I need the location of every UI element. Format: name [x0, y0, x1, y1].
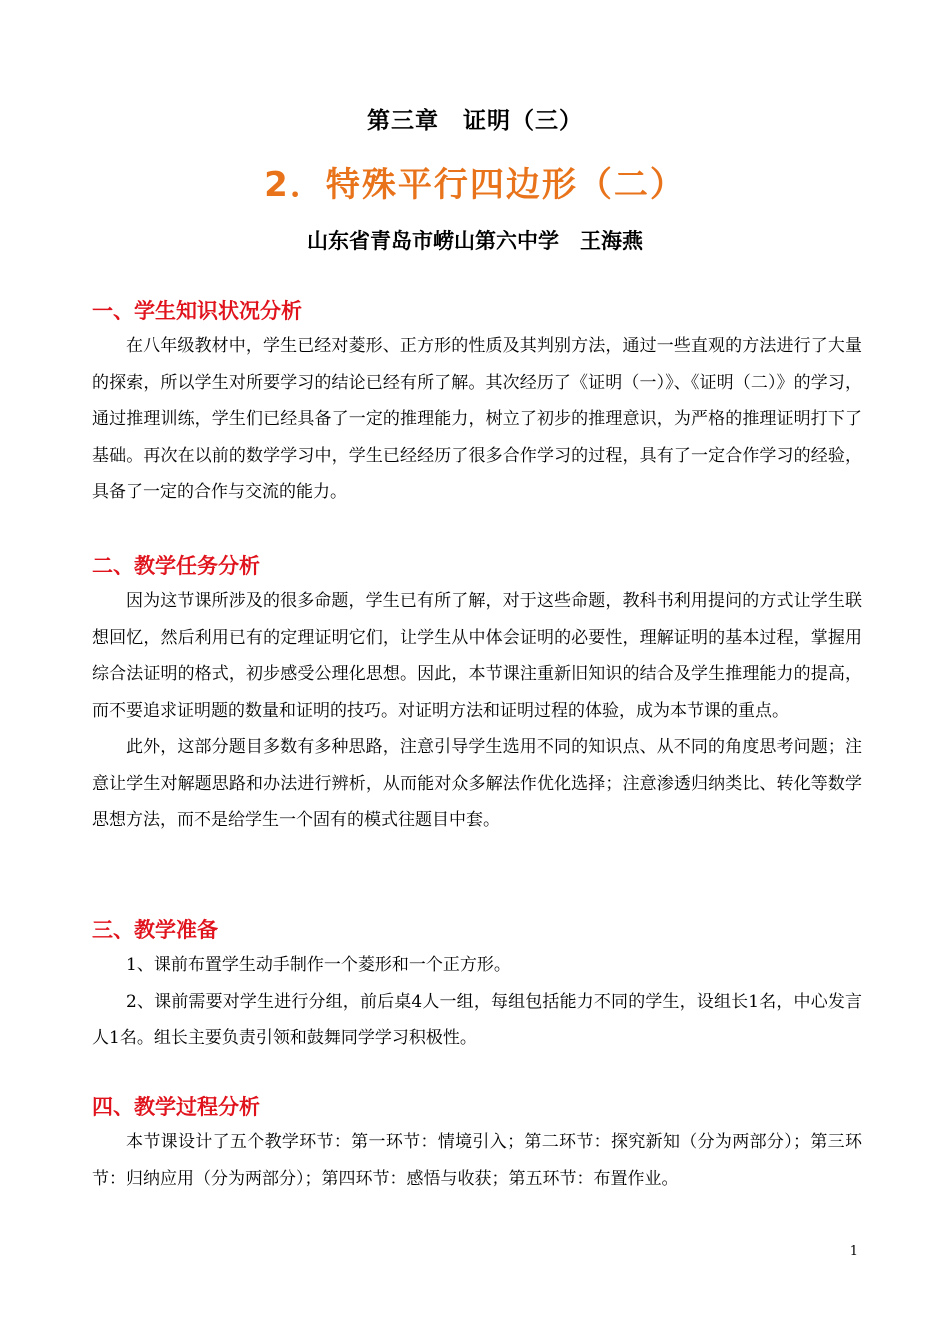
paragraph: 因为这节课所涉及的很多命题，学生已有所了解，对于这些命题，教科书利用提问的方式让学生联想回忆，然后利用已有的定理证明它们，让学生从中体会证明的必要性，理解证明的基本过程，掌握用综合法证明的格式，初步感受公理化思想。因此，本节课注重新旧知识的结合及学生推理能力的提高，而不要追求证明题的数量和证明的技巧。对证明方法和证明过程的体验，成为本节课的重点。 — [92, 591, 862, 721]
chapter-title: 第三章 证明（三） — [367, 108, 583, 134]
section-teaching-process — [92, 1090, 862, 1197]
page-number: 1 — [849, 1244, 858, 1259]
section-heading: 二、教学任务分析 — [92, 554, 260, 578]
section-student-knowledge — [92, 294, 862, 511]
author-line: 山东省青岛市崂山第六中学 王海燕 — [307, 229, 643, 253]
section-heading: 四、教学过程分析 — [92, 1095, 260, 1119]
section-teaching-preparation — [92, 913, 862, 1057]
section-teaching-task — [92, 549, 862, 839]
paragraph: 2、课前需要对学生进行分组，前后桌4人一组，每组包括能力不同的学生，设组长1名，中心发言人1名。组长主要负责引领和鼓舞同学学习积极性。 — [92, 991, 862, 1048]
paragraph: 此外，这部分题目多数有多种思路，注意引导学生选用不同的知识点、从不同的角度思考问题；注意让学生对解题思路和办法进行辨析，从而能对众多解法作优化选择；注意渗透归纳类比、转化等数学思想方法，而不是给学生一个固有的模式往题目中套。 — [92, 737, 862, 830]
paragraph: 本节课设计了五个教学环节：第一环节：情境引入；第二环节：探究新知（分为两部分）；第三环节：归纳应用（分为两部分）；第四环节：感悟与收获；第五环节：布置作业。 — [92, 1132, 862, 1189]
paragraph: 在八年级教材中，学生已经对菱形、正方形的性质及其判别方法，通过一些直观的方法进行了大量的探索，所以学生对所要学习的结论已经有所了解。其次经历了《证明（一）》、《证明（二）》的学习，通过推理训练，学生们已经具备了一定的推理能力，树立了初步的推理意识，为严格的推理证明打下了基础。再次在以前的数学学习中，学生已经经历了很多合作学习的过程，具有了一定合作学习的经验，具备了一定的合作与交流的能力。 — [92, 336, 862, 502]
section-heading: 一、学生知识状况分析 — [92, 299, 302, 323]
section-heading: 三、教学准备 — [92, 918, 218, 942]
lesson-title: 2．特殊平行四边形（二） — [264, 165, 686, 205]
paragraph: 1、课前布置学生动手制作一个菱形和一个正方形。 — [126, 955, 511, 975]
